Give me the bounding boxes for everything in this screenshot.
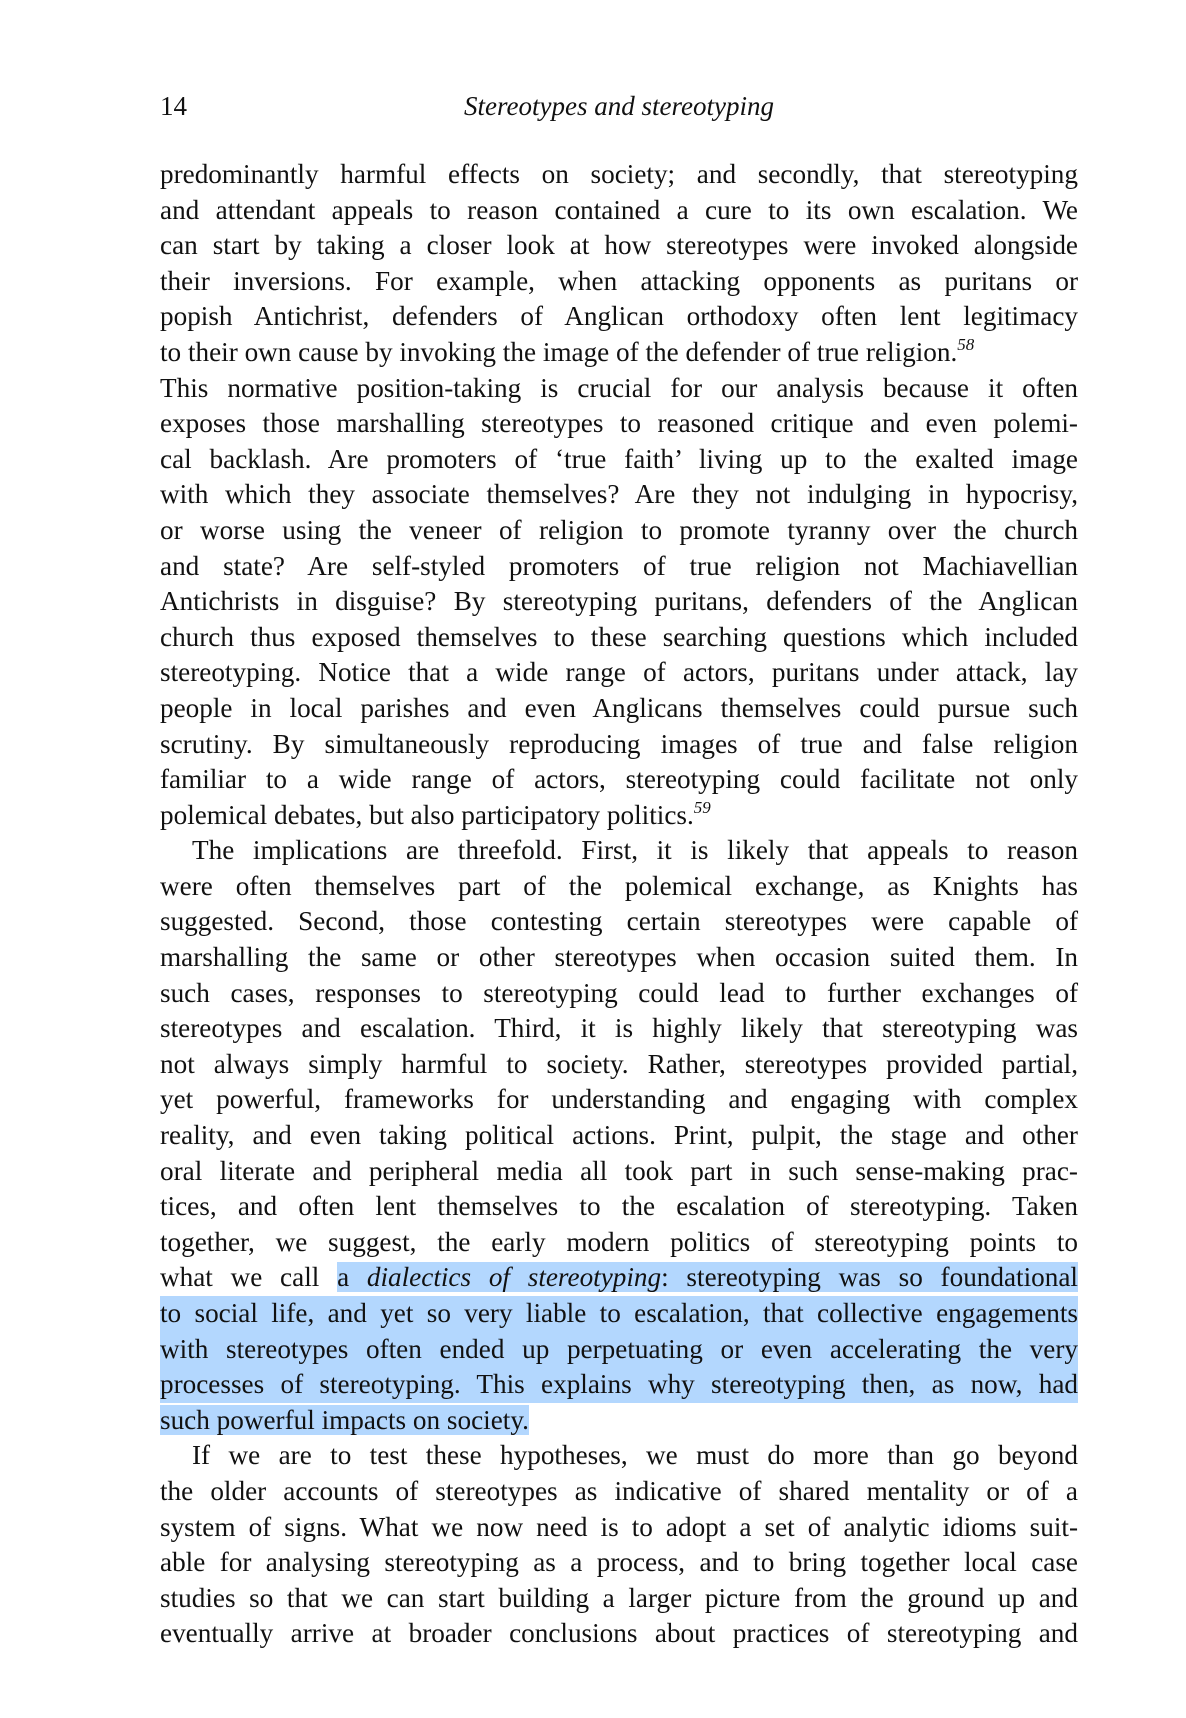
text-line[interactable]: This normative position-taking is crucial for our analysis because it often — [160, 372, 1078, 403]
text-line[interactable]: together, we suggest, the early modern politics of stereotyping points to — [160, 1226, 1078, 1257]
text-selection-highlight[interactable] — [337, 1262, 1078, 1292]
text-line[interactable]: eventually arrive at broader conclusions about practices of stereotyping and — [160, 1618, 1078, 1649]
italic-term: dialectics of stereotyping — [366, 1262, 662, 1293]
highlight-text: : stereotyping was so foundational — [661, 1262, 1078, 1293]
text-line[interactable]: oral literate and peripheral media all took part in such sense-making prac- — [160, 1155, 1078, 1186]
text-line[interactable]: the older accounts of stereotypes as indicative of shared mentality or of a — [160, 1475, 1078, 1506]
text-line[interactable]: or worse using the veneer of religion to promote tyranny over the church — [160, 514, 1078, 545]
text-line[interactable]: Antichrists in disguise? By stereotyping puritans, defenders of the Anglican — [160, 586, 1078, 617]
footnote-marker-58[interactable]: 58 — [957, 334, 975, 354]
text-line[interactable]: their inversions. For example, when attacking opponents as puritans or — [160, 265, 1078, 296]
text-line[interactable]: scrutiny. By simultaneously reproducing images of true and false religion — [160, 728, 1078, 759]
text-line[interactable]: reality, and even taking political actions. Print, pulpit, the stage and other — [160, 1120, 1078, 1151]
running-head — [160, 86, 1078, 126]
body-text[interactable] — [160, 157, 1078, 1652]
text-line-highlight-start[interactable] — [160, 1260, 1078, 1296]
highlighted-text-line-end[interactable] — [160, 1403, 1078, 1439]
text-line[interactable]: with which they associate themselves? Are they not indulging in hypocrisy, — [160, 479, 1078, 510]
footnote-marker-59[interactable]: 59 — [693, 797, 711, 817]
text-line[interactable]: familiar to a wide range of actors, stereotyping could facilitate not only — [160, 764, 1078, 795]
highlighted-text-line[interactable]: to social life, and yet so very liable to escalation, that collective engagements — [160, 1296, 1078, 1332]
text-line[interactable]: popish Antichrist, defenders of Anglican orthodoxy often lent legitimacy — [160, 301, 1078, 332]
text-line[interactable]: people in local parishes and even Anglicans themselves could pursue such — [160, 692, 1078, 723]
text-line-with-footnote[interactable] — [160, 798, 1078, 834]
text-line[interactable]: not always simply harmful to society. Rather, stereotypes provided partial, — [160, 1048, 1078, 1079]
text-line[interactable]: stereotypes and escalation. Third, it is highly likely that stereotyping was — [160, 1013, 1078, 1044]
text-line[interactable]: and state? Are self-styled promoters of true religion not Machiavellian — [160, 550, 1078, 581]
text-line[interactable]: yet powerful, frameworks for understanding and engaging with complex — [160, 1084, 1078, 1115]
text-line[interactable]: If we are to test these hypotheses, we must do more than go beyond — [192, 1440, 1078, 1471]
text-selection-highlight[interactable]: such powerful impacts on society. — [160, 1404, 529, 1435]
text-line[interactable]: stereotyping. Notice that a wide range of actors, puritans under attack, lay — [160, 657, 1078, 688]
text-line[interactable]: studies so that we can start building a larger picture from the ground up and — [160, 1582, 1078, 1613]
text-line[interactable]: to their own cause by invoking the image of the defender of true religion. — [160, 336, 958, 367]
running-title: Stereotypes and stereotyping — [464, 91, 774, 121]
text-line[interactable]: can start by taking a closer look at how stereotypes were invoked alongside — [160, 230, 1078, 261]
text-line[interactable]: able for analysing stereotyping as a process, and to bring together local case — [160, 1547, 1078, 1578]
text-line[interactable]: predominantly harmful effects on society; and secondly, that stereotyping — [160, 159, 1078, 189]
text-line[interactable]: suggested. Second, those contesting certain stereotypes were capable of — [160, 906, 1078, 937]
page-number: 14 — [160, 91, 187, 121]
text-line[interactable]: system of signs. What we now need is to adopt a set of analytic idioms suit- — [160, 1511, 1078, 1542]
text-line[interactable]: what we call — [160, 1262, 338, 1293]
highlighted-text-line[interactable]: with stereotypes often ended up perpetuating or even accelerating the very — [160, 1332, 1078, 1368]
text-line[interactable]: exposes those marshalling stereotypes to reasoned critique and even polemi- — [160, 408, 1078, 439]
text-line[interactable]: marshalling the same or other stereotypes when occasion suited them. In — [160, 942, 1078, 973]
text-line[interactable]: and attendant appeals to reason contained a cure to its own escalation. We — [160, 194, 1078, 225]
highlight-text: a — [337, 1262, 367, 1293]
text-line[interactable]: were often themselves part of the polemical exchange, as Knights has — [160, 870, 1078, 901]
text-line-with-footnote[interactable] — [160, 335, 1078, 371]
text-line[interactable]: such cases, responses to stereotyping could lead to further exchanges of — [160, 977, 1078, 1008]
text-line[interactable]: church thus exposed themselves to these searching questions which included — [160, 621, 1078, 652]
text-line[interactable]: cal backlash. Are promoters of ‘true faith’ living up to the exalted image — [160, 443, 1078, 474]
text-line[interactable]: The implications are threefold. First, it is likely that appeals to reason — [192, 835, 1078, 866]
text-line[interactable]: tices, and often lent themselves to the escalation of stereotyping. Taken — [160, 1191, 1078, 1222]
highlighted-text-line[interactable]: processes of stereotyping. This explains why stereotyping then, as now, had — [160, 1367, 1078, 1403]
text-line[interactable]: polemical debates, but also participatory politics. — [160, 799, 694, 830]
